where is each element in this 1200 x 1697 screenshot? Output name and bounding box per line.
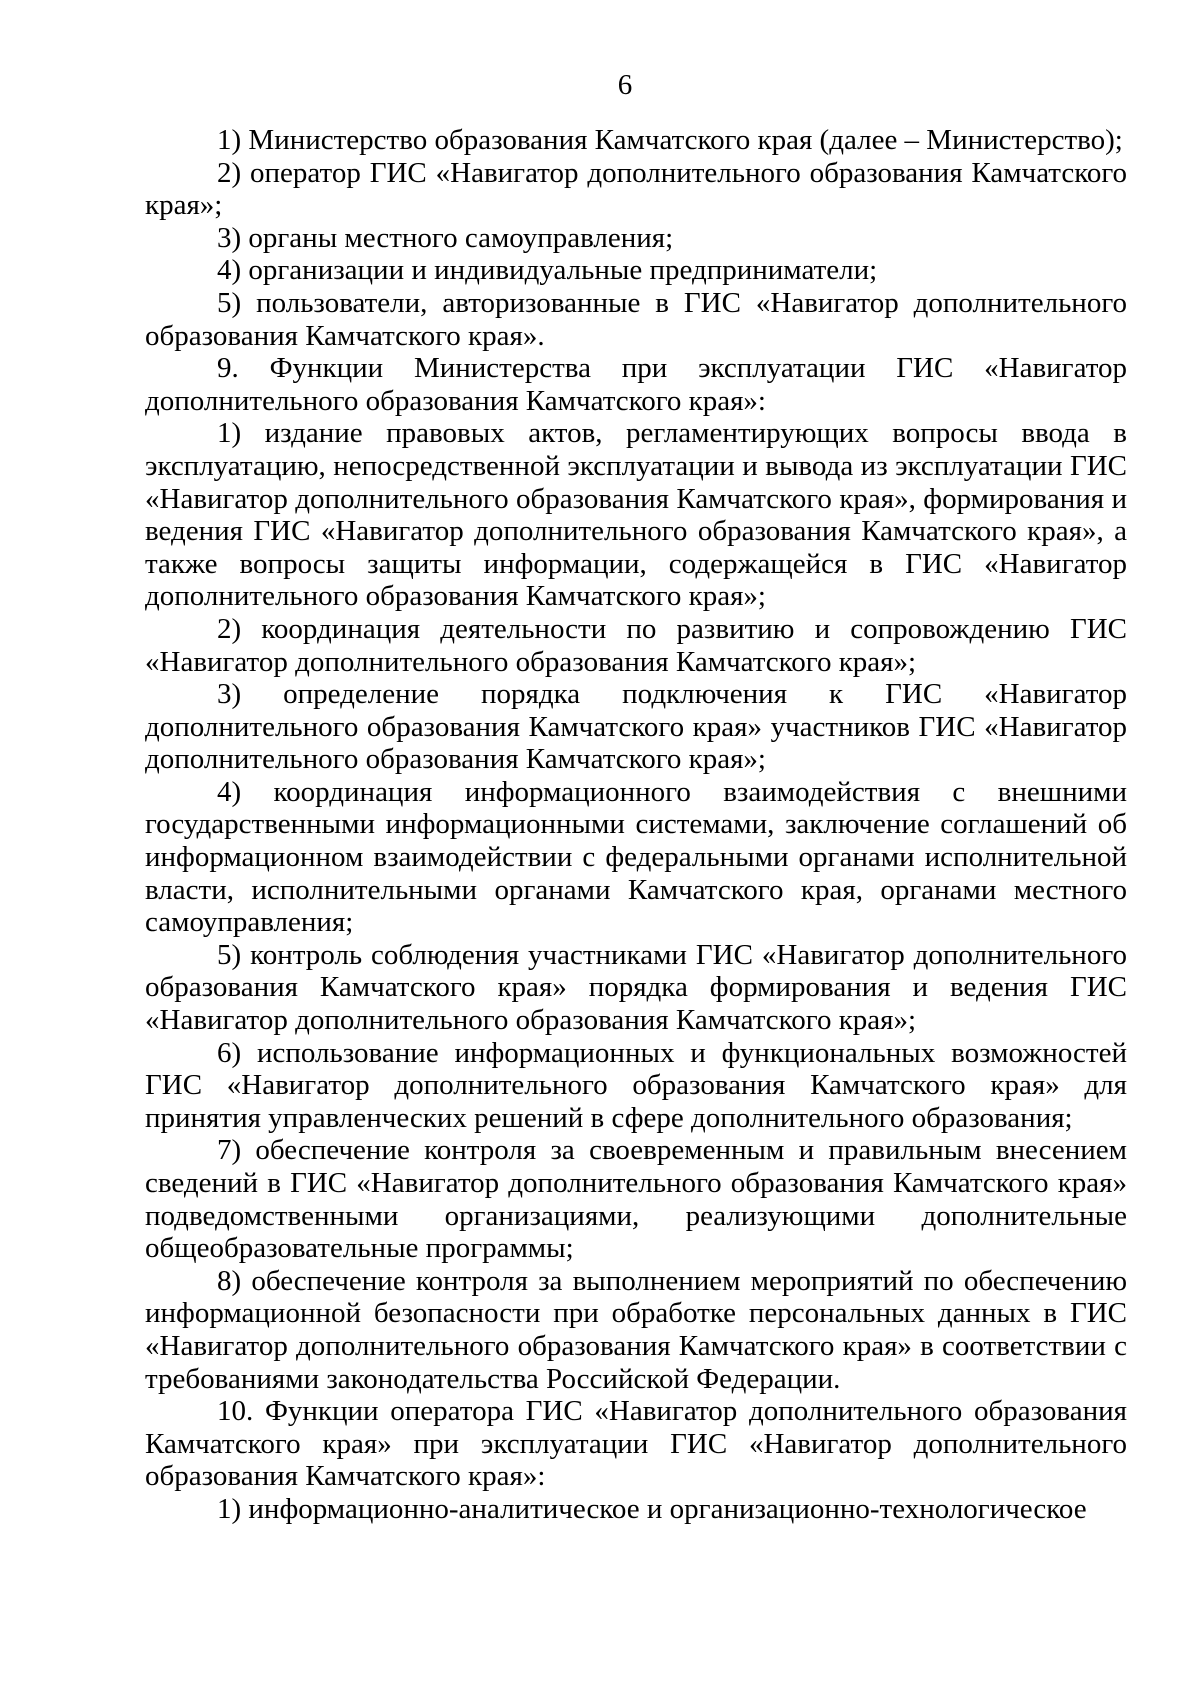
list-item-users: 5) пользователи, авторизованные в ГИС «Навигатор дополнительного образования Камчатского края». <box>145 286 1127 352</box>
section-10-heading: 10. Функции оператора ГИС «Навигатор дополнительного образования Камчатского края» при эксплуатации ГИС «Навигатор дополнительного образования Камчатского края»: <box>145 1395 1127 1493</box>
section-9-item-7: 7) обеспечение контроля за своевременным и правильным внесением сведений в ГИС «Навигатор дополнительного образования Камчатского края» подведомственными организациями, реализующими дополнительные общеобразовательные программы; <box>145 1134 1127 1265</box>
list-item-local-government: 3) органы местного самоуправления; <box>217 221 674 254</box>
section-10-item-1: 1) информационно-аналитическое и организационно-технологическое <box>217 1492 1087 1525</box>
section-9-item-1: 1) издание правовых актов, регламентирующих вопросы ввода в эксплуатацию, непосредственной эксплуатации и вывода из эксплуатации ГИС «Навигатор дополнительного образования Камчатского края», формирования и ведения ГИС «Навигатор дополнительного образования Камчатского края», а также вопросы защиты информации, содержащейся в ГИС «Навигатор дополнительного образования Камчатского края»; <box>145 417 1127 613</box>
section-9-item-5: 5) контроль соблюдения участниками ГИС «Навигатор дополнительного образования Камчатского края» порядка формирования и ведения ГИС «Навигатор дополнительного образования Камчатского края»; <box>145 938 1127 1037</box>
document-body <box>145 124 1127 1526</box>
section-9-item-4: 4) координация информационного взаимодействия с внешними государственными информационными системами, заключение соглашений об информационном взаимодействии с федеральными органами исполнительной власти, исполнительными органами Камчатского края, органами местного самоуправления; <box>145 775 1127 939</box>
section-9-item-3: 3) определение порядка подключения к ГИС «Навигатор дополнительного образования Камчатского края» участников ГИС «Навигатор дополнительного образования Камчатского края»; <box>145 678 1127 776</box>
section-9-item-6: 6) использование информационных и функциональных возможностей ГИС «Навигатор дополнительного образования Камчатского края» для принятия управленческих решений в сфере дополнительного образования; <box>145 1036 1127 1134</box>
list-item-ministry: 1) Министерство образования Камчатского края (далее – Министерство); <box>217 124 1123 156</box>
section-9-item-2: 2) координация деятельности по развитию и сопровождению ГИС «Навигатор дополнительного образования Камчатского края»; <box>145 612 1127 678</box>
section-9-heading: 9. Функции Министерства при эксплуатации ГИС «Навигатор дополнительного образования Камчатского края»: <box>145 352 1127 417</box>
list-item-organizations: 4) организации и индивидуальные предприниматели; <box>217 254 878 287</box>
page-number: 6 <box>617 69 633 101</box>
list-item-operator: 2) оператор ГИС «Навигатор дополнительного образования Камчатского края»; <box>145 156 1127 222</box>
section-9-item-8: 8) обеспечение контроля за выполнением мероприятий по обеспечению информационной безопасности при обработке персональных данных в ГИС «Навигатор дополнительного образования Камчатского края» в соответствии с требованиями законодательства Российской Федерации. <box>145 1264 1127 1395</box>
